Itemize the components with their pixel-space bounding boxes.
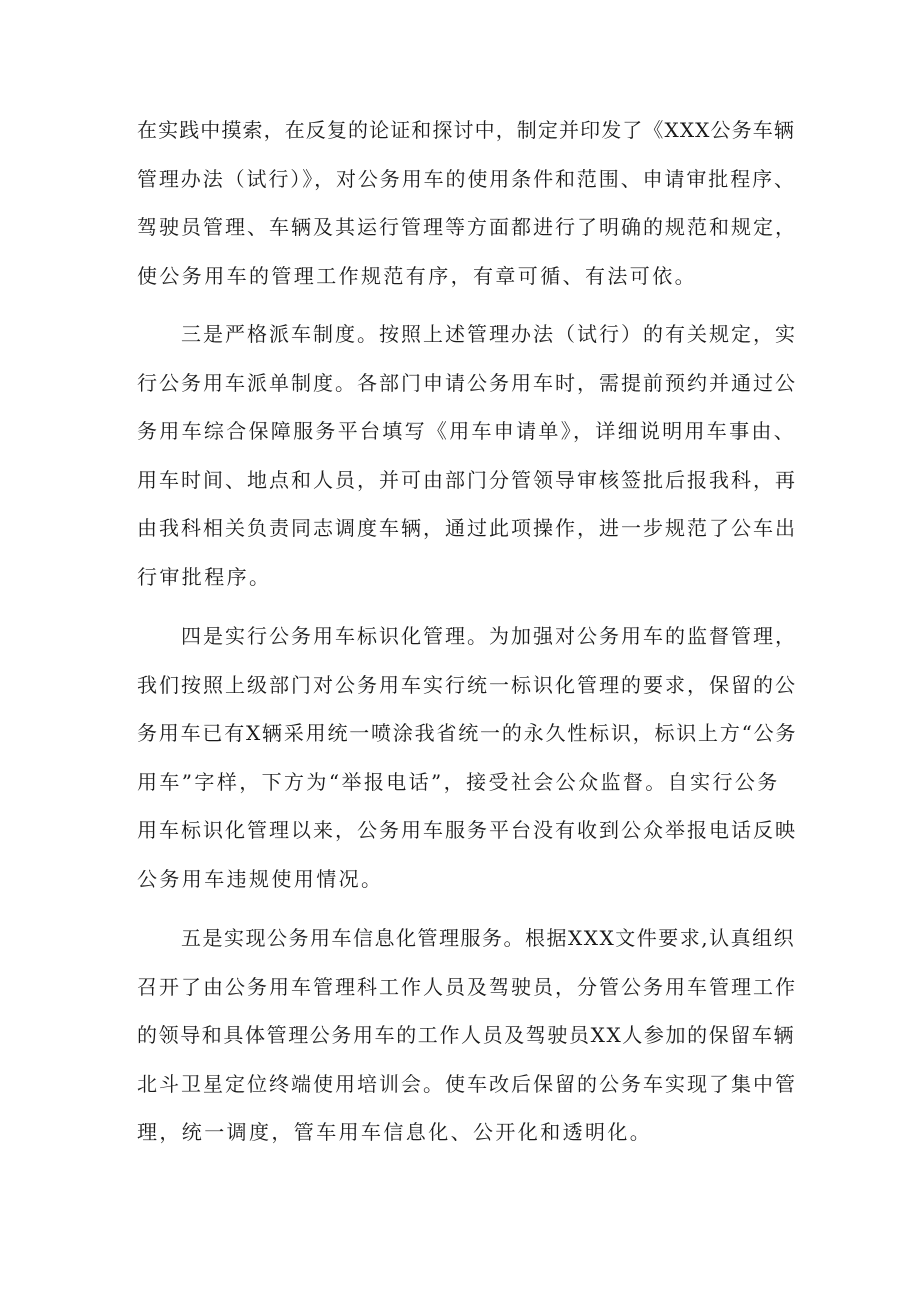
text-line: 公务用车违规使用情况。: [137, 866, 384, 891]
text-line: 召开了由公务用车管理科工作人员及驾驶员，分管公务用车管理工作: [137, 974, 797, 999]
paragraph-dispatch-system: [137, 310, 797, 601]
paragraph-vehicle-marking: [137, 612, 797, 903]
text-line: 行公务用车派单制度。各部门申请公务用车时，需提前预约并通过公: [137, 370, 797, 395]
text-line: 由我科相关负责同志调度车辆，通过此项操作，进一步规范了公车出: [137, 516, 797, 540]
text-line: 在实践中摸索，在反复的论证和探讨中，制定并印发了《XXX公务车辆: [137, 118, 795, 142]
text-line: 驾驶员管理、车辆及其运行管理等方面都进行了明确的规范和规定，: [137, 215, 797, 239]
text-line: 五是实现公务用车信息化管理服务。根据XXX文件要求,认真组织: [181, 926, 796, 950]
text-line: 我们按照上级部门对公务用车实行统一标识化管理的要求，保留的公: [137, 672, 797, 697]
text-line: 务用车综合保障服务平台填写《用车申请单》，详细说明用车事由、: [137, 419, 796, 443]
text-line: 用车时间、地点和人员，并可由部门分管领导审核签批后报我科，再: [137, 467, 797, 492]
text-line: 理，统一调度，管车用车信息化、公开化和透明化。: [137, 1120, 653, 1144]
text-line: 务用车已有X辆采用统一喷涂我省统一的永久性标识，标识上方“公务: [137, 721, 798, 745]
text-line: 用车标识化管理以来，公务用车服务平台没有收到公众举报电话反映: [137, 818, 797, 842]
text-line: 四是实行公务用车标识化管理。为加强对公务用车的监督管理，: [181, 624, 797, 648]
paragraph-informatization: [137, 914, 797, 1157]
text-line: 管理办法（试行）》，对公务用车的使用条件和范围、申请审批程序、: [137, 166, 796, 191]
text-line: 三是严格派车制度。按照上述管理办法（试行）的有关规定，实: [181, 322, 797, 346]
text-line: 用车”字样，下方为“举报电话”，接受社会公众监督。自实行公务: [137, 769, 780, 794]
text-line: 使公务用车的管理工作规范有序，有章可循、有法可依。: [137, 263, 697, 288]
paragraph-continuation: [137, 106, 797, 300]
text-line: 北斗卫星定位终端使用培训会。使车改后保留的公务车实现了集中管: [137, 1071, 797, 1096]
text-line: 的领导和具体管理公务用车的工作人员及驾驶员XX人参加的保留车辆: [137, 1023, 796, 1047]
text-line: 行审批程序。: [137, 564, 272, 589]
